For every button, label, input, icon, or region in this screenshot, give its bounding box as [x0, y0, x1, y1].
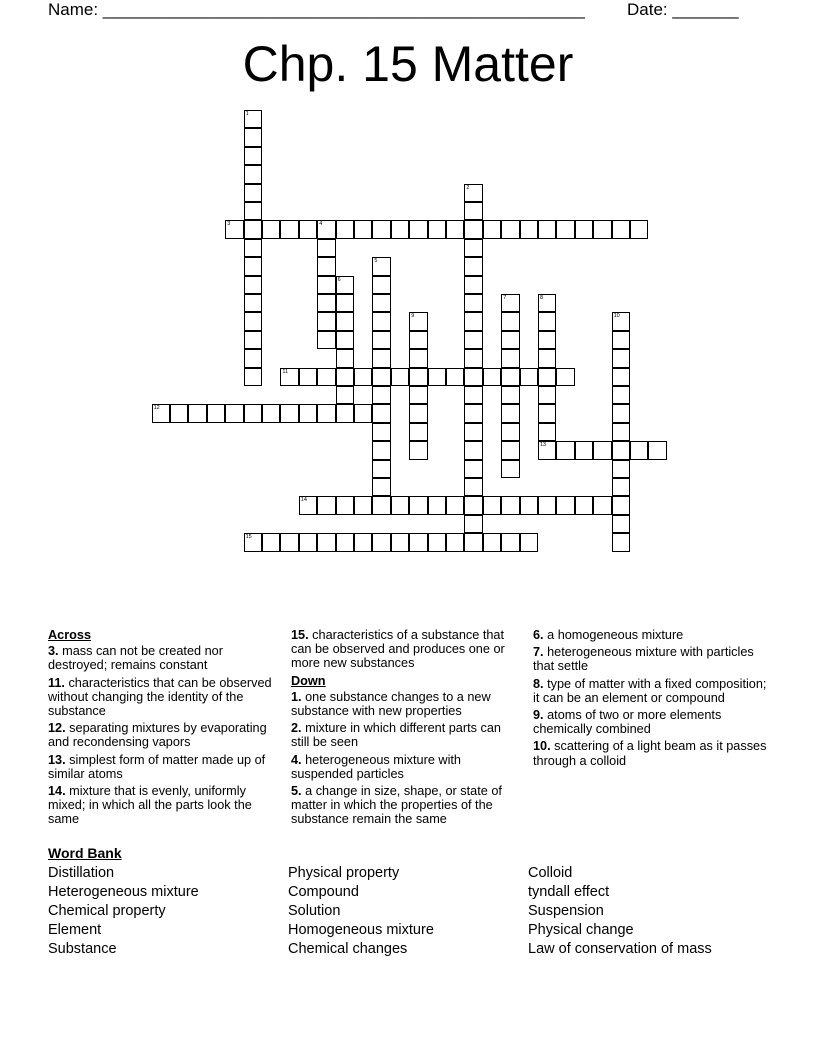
crossword-cell[interactable]	[244, 349, 262, 367]
crossword-cell[interactable]	[501, 294, 519, 312]
down-clue-list	[291, 690, 519, 827]
crossword-cell[interactable]	[538, 423, 556, 441]
crossword-cell[interactable]	[207, 404, 225, 422]
crossword-cell[interactable]	[409, 349, 427, 367]
crossword-cell[interactable]	[336, 349, 354, 367]
crossword-cell[interactable]	[244, 110, 262, 128]
clue-text: one substance changes to a new substance with new properties	[291, 689, 491, 719]
across-clue-list-continued	[291, 628, 519, 671]
clue-number-label: 8.	[533, 676, 544, 691]
crossword-cell[interactable]	[244, 312, 262, 330]
crossword-cell[interactable]	[317, 312, 335, 330]
down-clue	[533, 628, 769, 642]
crossword-cell[interactable]	[280, 404, 298, 422]
crossword-cell[interactable]	[317, 239, 335, 257]
crossword-cell[interactable]	[520, 496, 538, 514]
clue-text: atoms of two or more elements chemically combined	[533, 708, 722, 737]
crossword-cell[interactable]	[336, 294, 354, 312]
clue-number: 6	[337, 276, 341, 283]
clue-number-label: 14.	[48, 784, 66, 799]
crossword-cell[interactable]	[464, 257, 482, 275]
crossword-cell[interactable]	[372, 496, 390, 514]
page-title: Chp. 15 Matter	[242, 36, 574, 92]
crossword-cell[interactable]	[244, 257, 262, 275]
crossword-cell[interactable]	[464, 460, 482, 478]
clue-text: mixture that is evenly, uniformly mixed; in which all the parts look the same	[48, 784, 252, 827]
clue-number-label: 5.	[291, 784, 302, 799]
crossword-cell[interactable]	[428, 496, 446, 514]
crossword-cell[interactable]	[446, 496, 464, 514]
clue-text: heterogeneous mixture with particles that settle	[533, 645, 754, 674]
crossword-cell[interactable]	[612, 349, 630, 367]
crossword-cell[interactable]	[464, 423, 482, 441]
crossword-cell[interactable]	[262, 220, 280, 238]
crossword-cell[interactable]	[244, 220, 262, 238]
crossword-cell[interactable]	[464, 496, 482, 514]
crossword-cell[interactable]	[244, 404, 262, 422]
crossword-cell[interactable]	[483, 533, 501, 551]
crossword-cell[interactable]	[464, 515, 482, 533]
crossword-cell[interactable]	[409, 404, 427, 422]
crossword-cell[interactable]	[538, 349, 556, 367]
down-clue	[533, 708, 769, 736]
clue-number: 8	[540, 295, 544, 301]
crossword-cell[interactable]	[464, 404, 482, 422]
crossword-cell[interactable]	[188, 404, 206, 422]
clue-text: a change in size, shape, or state of matter in which the properties of the substance remain the same	[291, 784, 502, 827]
crossword-cell[interactable]	[372, 349, 390, 367]
crossword-cell[interactable]	[336, 404, 354, 422]
clue-column-2	[291, 628, 519, 830]
crossword-cell[interactable]	[372, 331, 390, 349]
crossword-cell[interactable]	[501, 312, 519, 330]
word-bank-item: Heterogeneous mixture	[48, 884, 199, 900]
crossword-cell[interactable]	[317, 220, 335, 238]
crossword-cell[interactable]	[501, 533, 519, 551]
crossword-cell[interactable]	[538, 441, 556, 459]
word-bank-item: Element	[48, 922, 102, 938]
crossword-cell[interactable]	[612, 312, 630, 330]
crossword-cell[interactable]	[483, 368, 501, 386]
clue-number-label: 10.	[533, 739, 551, 754]
crossword-cell[interactable]	[501, 404, 519, 422]
crossword-cell[interactable]	[409, 533, 427, 551]
crossword-cell[interactable]	[538, 404, 556, 422]
crossword-cell[interactable]	[317, 331, 335, 349]
crossword-cell[interactable]	[575, 496, 593, 514]
clue-number-label: 15.	[291, 628, 309, 642]
crossword-cell[interactable]	[336, 496, 354, 514]
crossword-cell[interactable]	[372, 386, 390, 404]
crossword-cell[interactable]	[612, 533, 630, 551]
crossword-cell[interactable]	[464, 478, 482, 496]
crossword-cell[interactable]	[501, 331, 519, 349]
crossword-cell[interactable]	[372, 423, 390, 441]
crossword-cell[interactable]	[336, 533, 354, 551]
crossword-cell[interactable]	[593, 441, 611, 459]
down-clue	[291, 690, 519, 718]
word-bank-item: Colloid	[528, 865, 573, 881]
down-clue	[533, 739, 769, 767]
crossword-cell[interactable]	[280, 368, 298, 386]
crossword-cell[interactable]	[446, 368, 464, 386]
word-bank-item: Substance	[48, 941, 117, 957]
clue-number: 7	[503, 295, 507, 301]
crossword-cell[interactable]	[391, 533, 409, 551]
crossword-cell[interactable]	[501, 386, 519, 404]
crossword-cell[interactable]	[483, 220, 501, 238]
clue-text: mixture in which different parts can still be seen	[291, 721, 501, 750]
crossword-cell[interactable]	[317, 533, 335, 551]
word-bank-column-2	[288, 864, 434, 959]
word-bank-item: Homogeneous mixture	[288, 922, 434, 938]
crossword-cell[interactable]	[372, 276, 390, 294]
crossword-cell[interactable]	[612, 404, 630, 422]
crossword-cell[interactable]	[593, 496, 611, 514]
crossword-cell[interactable]	[280, 533, 298, 551]
crossword-cell[interactable]	[391, 368, 409, 386]
across-clue	[48, 784, 284, 827]
crossword-cell[interactable]	[317, 496, 335, 514]
across-clue	[291, 628, 519, 671]
crossword-cell[interactable]	[336, 276, 354, 294]
word-bank-item: Distillation	[48, 865, 115, 881]
crossword-cell[interactable]	[336, 331, 354, 349]
clue-number-label: 2.	[291, 721, 302, 736]
crossword-cell[interactable]	[280, 220, 298, 238]
crossword-cell[interactable]	[244, 239, 262, 257]
word-bank-column-1	[48, 864, 199, 959]
crossword-cell[interactable]	[409, 220, 427, 238]
word-bank-item: Law of conservation of mass	[528, 941, 712, 957]
crossword-cell[interactable]	[593, 220, 611, 238]
crossword-cell[interactable]	[372, 533, 390, 551]
crossword-cell[interactable]	[556, 220, 574, 238]
crossword-cell[interactable]	[556, 368, 574, 386]
clue-number: 15	[245, 534, 252, 541]
crossword-cell[interactable]	[464, 239, 482, 257]
down-clue	[533, 645, 769, 673]
crossword-cell[interactable]	[391, 496, 409, 514]
crossword-cell[interactable]	[612, 515, 630, 533]
clue-number: 3	[227, 221, 231, 228]
crossword-cell[interactable]	[464, 533, 482, 551]
down-heading: Down	[291, 673, 326, 688]
crossword-cell[interactable]	[464, 331, 482, 349]
crossword-cell[interactable]	[152, 404, 170, 422]
crossword-cell[interactable]	[648, 441, 666, 459]
across-clue	[48, 721, 284, 749]
crossword-cell[interactable]	[538, 220, 556, 238]
crossword-cell[interactable]	[372, 441, 390, 459]
crossword-cell[interactable]	[612, 368, 630, 386]
clue-number-label: 13.	[48, 752, 66, 767]
crossword-cell[interactable]	[244, 294, 262, 312]
across-clue-list	[48, 644, 284, 826]
crossword-cell[interactable]	[409, 312, 427, 330]
crossword-cell[interactable]	[501, 441, 519, 459]
clue-text: type of matter with a fixed composition; it can be an element or compound	[533, 676, 767, 705]
clue-number: 10	[613, 313, 620, 320]
down-clue	[291, 784, 519, 827]
crossword-cell[interactable]	[464, 294, 482, 312]
crossword-cell[interactable]	[464, 368, 482, 386]
crossword-cell[interactable]	[372, 460, 390, 478]
clue-number: 1	[245, 111, 249, 117]
crossword-cell[interactable]	[538, 496, 556, 514]
clue-number: 4	[319, 221, 323, 228]
crossword-cell[interactable]	[299, 496, 317, 514]
crossword-cell[interactable]	[391, 220, 409, 238]
crossword-cell[interactable]	[372, 312, 390, 330]
clue-number-label: 3.	[48, 644, 59, 659]
crossword-cell[interactable]	[428, 220, 446, 238]
clue-number: 2	[466, 184, 470, 191]
down-clue	[533, 677, 769, 705]
word-bank-item: Solution	[288, 903, 341, 919]
clue-column-1	[48, 628, 284, 830]
crossword-cell[interactable]	[612, 478, 630, 496]
crossword-cell[interactable]	[262, 404, 280, 422]
crossword-cell[interactable]	[556, 441, 574, 459]
word-bank-heading: Word Bank	[48, 845, 122, 861]
crossword-cell[interactable]	[630, 220, 648, 238]
crossword-cell[interactable]	[464, 312, 482, 330]
word-bank-item: Suspension	[528, 903, 604, 919]
across-clue	[48, 676, 284, 719]
crossword-cell[interactable]	[612, 220, 630, 238]
crossword-cell[interactable]	[372, 368, 390, 386]
clue-number-label: 11.	[48, 675, 65, 690]
clue-number-label: 9.	[533, 708, 544, 723]
clue-text: characteristics of a substance that can be observed and produces one or more new substances	[291, 628, 505, 671]
crossword-cell[interactable]	[428, 533, 446, 551]
crossword-cell[interactable]	[612, 386, 630, 404]
crossword-cell[interactable]	[244, 165, 262, 183]
across-clue	[48, 644, 284, 672]
crossword-cell[interactable]	[501, 220, 519, 238]
crossword-cell[interactable]	[244, 368, 262, 386]
clue-number: 11	[282, 368, 289, 375]
crossword-cell[interactable]	[446, 533, 464, 551]
crossword-cell[interactable]	[225, 220, 243, 238]
word-bank-column-3	[528, 864, 712, 959]
clue-number-label: 7.	[533, 645, 544, 660]
clue-text: separating mixtures by evaporating and recondensing vapors	[48, 721, 267, 750]
clue-number-label: 4.	[291, 752, 302, 767]
crossword-cell[interactable]	[520, 533, 538, 551]
crossword-cell[interactable]	[372, 257, 390, 275]
clue-number: 12	[153, 405, 160, 412]
crossword-cell[interactable]	[501, 368, 519, 386]
crossword-cell[interactable]	[244, 202, 262, 220]
crossword-cell[interactable]	[244, 533, 262, 551]
crossword-cell[interactable]	[464, 441, 482, 459]
word-bank-item: Chemical changes	[288, 941, 408, 957]
crossword-cell[interactable]	[317, 257, 335, 275]
crossword-cell[interactable]	[501, 423, 519, 441]
crossword-cell[interactable]	[520, 220, 538, 238]
crossword-cell[interactable]	[464, 184, 482, 202]
clue-text: a homogeneous mixture	[543, 628, 684, 642]
crossword-cell[interactable]	[409, 496, 427, 514]
crossword-cell[interactable]	[336, 312, 354, 330]
crossword-cell[interactable]	[464, 349, 482, 367]
crossword-cell[interactable]	[630, 441, 648, 459]
crossword-cell[interactable]	[464, 220, 482, 238]
crossword-cell[interactable]	[262, 533, 280, 551]
crossword-cell[interactable]	[612, 423, 630, 441]
crossword-cell[interactable]	[372, 220, 390, 238]
crossword-cell[interactable]	[354, 404, 372, 422]
crossword-cell[interactable]	[520, 368, 538, 386]
down-clue	[291, 753, 519, 781]
down-clue	[291, 721, 519, 749]
crossword-cell[interactable]	[317, 368, 335, 386]
clue-number-label: 12.	[48, 721, 66, 736]
clue-text: characteristics that can be observed without changing the identity of the substance	[48, 675, 272, 719]
clue-text: simplest form of matter made up of similar atoms	[48, 752, 266, 781]
clue-number: 5	[374, 258, 378, 265]
crossword-cell[interactable]	[317, 294, 335, 312]
crossword-cell[interactable]	[170, 404, 188, 422]
crossword-cell[interactable]	[612, 441, 630, 459]
crossword-cell[interactable]	[409, 368, 427, 386]
crossword-cell[interactable]	[409, 331, 427, 349]
crossword-cell[interactable]	[299, 404, 317, 422]
crossword-cell[interactable]	[372, 404, 390, 422]
crossword-cell[interactable]	[538, 386, 556, 404]
crossword-cell[interactable]	[501, 460, 519, 478]
crossword-cell[interactable]	[244, 276, 262, 294]
crossword-cell[interactable]	[538, 312, 556, 330]
crossword-cell[interactable]	[409, 423, 427, 441]
crossword-cell[interactable]	[317, 276, 335, 294]
crossword-cell[interactable]	[538, 331, 556, 349]
crossword-cell[interactable]	[575, 220, 593, 238]
crossword-cell[interactable]	[501, 349, 519, 367]
crossword-cell[interactable]	[612, 460, 630, 478]
crossword-cell[interactable]	[336, 368, 354, 386]
crossword-cell[interactable]	[244, 128, 262, 146]
crossword-cell[interactable]	[501, 496, 519, 514]
crossword-cell[interactable]	[336, 220, 354, 238]
clue-text: scattering of a light beam as it passes through a colloid	[533, 739, 767, 768]
crossword-cell[interactable]	[354, 368, 372, 386]
crossword-cell[interactable]	[428, 368, 446, 386]
crossword-cell[interactable]	[225, 404, 243, 422]
crossword-cell[interactable]	[299, 220, 317, 238]
crossword-cell[interactable]	[299, 368, 317, 386]
date-field-label[interactable]: Date: _______	[627, 0, 739, 19]
clue-number: 9	[411, 313, 415, 320]
crossword-cell[interactable]	[612, 331, 630, 349]
crossword-cell[interactable]	[409, 386, 427, 404]
down-clue-list-continued	[533, 628, 769, 768]
crossword-cell[interactable]	[244, 184, 262, 202]
word-bank-item: Compound	[288, 884, 359, 900]
word-bank-item: Chemical property	[48, 903, 166, 919]
word-bank-item: tyndall effect	[528, 884, 610, 900]
crossword-cell[interactable]	[575, 441, 593, 459]
crossword-cell[interactable]	[538, 294, 556, 312]
word-bank-item: Physical property	[288, 865, 400, 881]
crossword-cell[interactable]	[299, 533, 317, 551]
crossword-cell[interactable]	[354, 220, 372, 238]
crossword-cell[interactable]	[464, 386, 482, 404]
crossword-cell[interactable]	[556, 496, 574, 514]
crossword-cell[interactable]	[483, 496, 501, 514]
crossword-cell[interactable]	[354, 496, 372, 514]
across-heading: Across	[48, 628, 92, 642]
crossword-cell[interactable]	[612, 496, 630, 514]
crossword-cell[interactable]	[464, 276, 482, 294]
crossword-cell[interactable]	[317, 404, 335, 422]
crossword-cell[interactable]	[372, 294, 390, 312]
crossword-cell[interactable]	[336, 386, 354, 404]
crossword-cell[interactable]	[244, 331, 262, 349]
clue-text: mass can not be created nor destroyed; remains constant	[48, 644, 223, 673]
clue-number: 14	[300, 497, 307, 504]
crossword-cell[interactable]	[538, 368, 556, 386]
crossword-cell[interactable]	[372, 478, 390, 496]
across-clue	[48, 753, 284, 781]
clue-number: 13	[540, 442, 547, 449]
clue-column-3	[533, 628, 769, 771]
name-field-label[interactable]: Name: ___________________________________________________	[48, 0, 585, 19]
word-bank-item: Physical change	[528, 922, 634, 938]
crossword-cell[interactable]	[409, 441, 427, 459]
crossword-cell[interactable]	[464, 202, 482, 220]
crossword-cell[interactable]	[446, 220, 464, 238]
crossword-cell[interactable]	[244, 147, 262, 165]
crossword-cell[interactable]	[354, 533, 372, 551]
clue-number-label: 1.	[291, 689, 302, 704]
clue-number-label: 6.	[533, 628, 544, 642]
clue-text: heterogeneous mixture with suspended particles	[291, 752, 461, 781]
